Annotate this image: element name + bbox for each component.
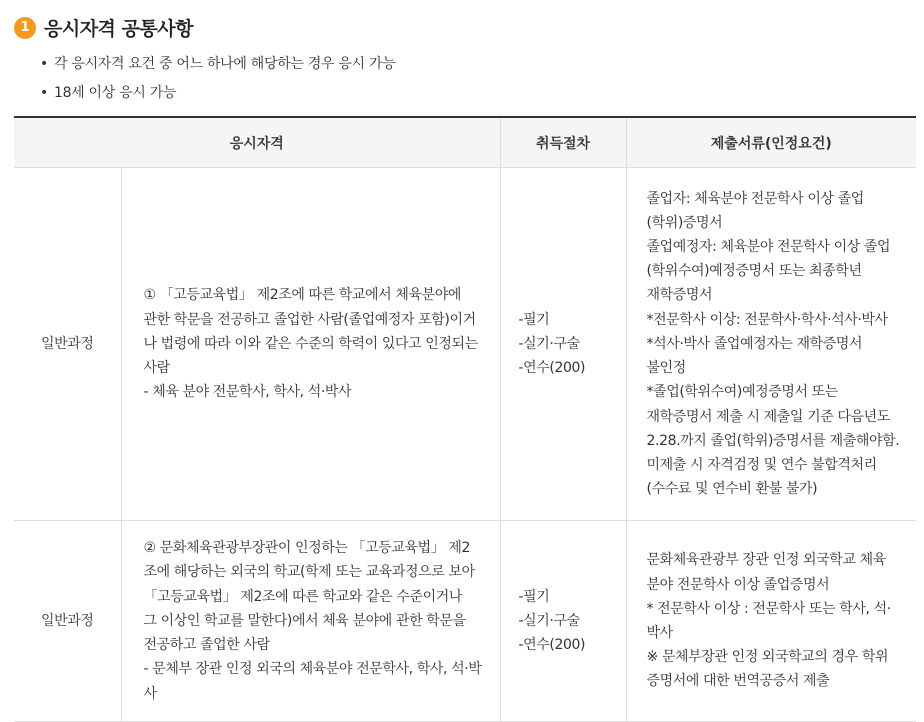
requirement-line: 조에 해당하는 외국의 학교(학제 또는 교육과정으로 보아	[143, 564, 475, 581]
procedure-line: -필기	[518, 588, 550, 605]
documents-line: 미제출 시 자격검정 및 연수 불합격처리	[646, 456, 877, 473]
header-procedure: 취득절차	[500, 117, 626, 168]
requirement-line: - 문체부 장관 인정 외국의 체육분야 전문학사, 학사, 석·박	[143, 661, 482, 678]
requirement-line: 나 법령에 따라 이와 같은 수준의 학력이 있다고 인정되는	[143, 335, 478, 352]
procedure-line: -실기·구술	[518, 335, 580, 352]
documents-line: 졸업예정자: 체육분야 전문학사 이상 졸업	[646, 239, 891, 256]
table-header-row	[14, 117, 916, 168]
requirement-line: 사	[143, 685, 157, 702]
requirement-line: 「고등교육법」 제2조에 따른 학교와 같은 수준이거나	[143, 588, 462, 605]
bullet-item: • 각 응시자격 요건 중 어느 하나에 해당하는 경우 응시 가능	[40, 50, 395, 79]
section-title: 응시자격 공통사항	[44, 18, 193, 40]
documents-line: (학위)증명서	[646, 214, 723, 231]
course-cell: 일반과정	[14, 168, 121, 521]
table-row	[14, 521, 916, 722]
procedure-cell	[500, 168, 626, 521]
requirement-line: ② 문화체육관광부장관이 인정하는 「고등교육법」 제2	[143, 540, 471, 557]
requirement-cell	[121, 521, 500, 722]
documents-cell	[626, 168, 916, 521]
documents-line: *전문학사 이상: 전문학사·학사·석사·박사	[646, 311, 888, 328]
procedure-line: -필기	[518, 311, 550, 328]
header-qualification: 응시자격	[14, 117, 500, 168]
documents-line: 문화체육관광부 장관 인정 외국학교 체육	[646, 552, 886, 569]
bullet-item: • 18세 이상 응시 가능	[40, 79, 395, 108]
documents-line: 박사	[646, 625, 673, 641]
section-number-badge: 1	[14, 17, 36, 39]
documents-line: (학위수여)예정증명서 또는 최종학년	[646, 263, 862, 280]
documents-line: 증명서에 대한 번역공증서 제출	[646, 673, 830, 690]
header-documents: 제출서류(인정요건)	[626, 117, 916, 168]
requirement-line: 관한 학문을 전공하고 졸업한 사람(졸업예정자 포함)이거	[143, 311, 476, 328]
documents-line: 재학증명서 제출 시 제출일 기준 다음년도	[646, 408, 890, 425]
documents-line: 분야 전문학사 이상 졸업증명서	[646, 576, 830, 593]
bullet-list	[40, 50, 395, 108]
requirement-line: ① 「고등교육법」 제2조에 따른 학교에서 체육분야에	[143, 287, 461, 304]
documents-line: (수수료 및 연수비 환불 불가)	[646, 481, 818, 498]
procedure-line: -실기·구술	[518, 612, 580, 629]
documents-line: *졸업(학위수여)예정증명서 또는	[646, 384, 838, 401]
procedure-line: -연수(200)	[518, 637, 586, 654]
requirement-line: 전공하고 졸업한 사람	[143, 637, 270, 654]
documents-line: * 전문학사 이상 : 전문학사 또는 학사, 석·	[646, 600, 891, 617]
documents-line: 졸업자: 체육분야 전문학사 이상 졸업	[646, 190, 864, 207]
section-header	[14, 14, 193, 41]
requirement-line: - 체육 분야 전문학사, 학사, 석·박사	[143, 384, 352, 401]
table-row	[14, 168, 916, 521]
documents-line: 재학증명서	[646, 287, 713, 304]
documents-line: *석사·박사 졸업예정자는 재학증명서	[646, 335, 863, 352]
procedure-cell	[500, 521, 626, 722]
course-cell: 일반과정	[14, 521, 121, 722]
requirement-cell	[121, 168, 500, 521]
documents-line: 불인정	[646, 360, 686, 377]
procedure-line: -연수(200)	[518, 360, 586, 377]
requirement-line: 사람	[143, 360, 170, 377]
qualification-table	[14, 116, 916, 722]
documents-line: 2.28.까지 졸업(학위)증명서를 제출해야함.	[646, 432, 900, 449]
documents-line: ※ 문체부장관 인정 외국학교의 경우 학위	[646, 649, 889, 666]
requirement-line: 그 이상인 학교를 말한다)에서 체육 분야에 관한 학문을	[143, 612, 466, 629]
documents-cell	[626, 521, 916, 722]
